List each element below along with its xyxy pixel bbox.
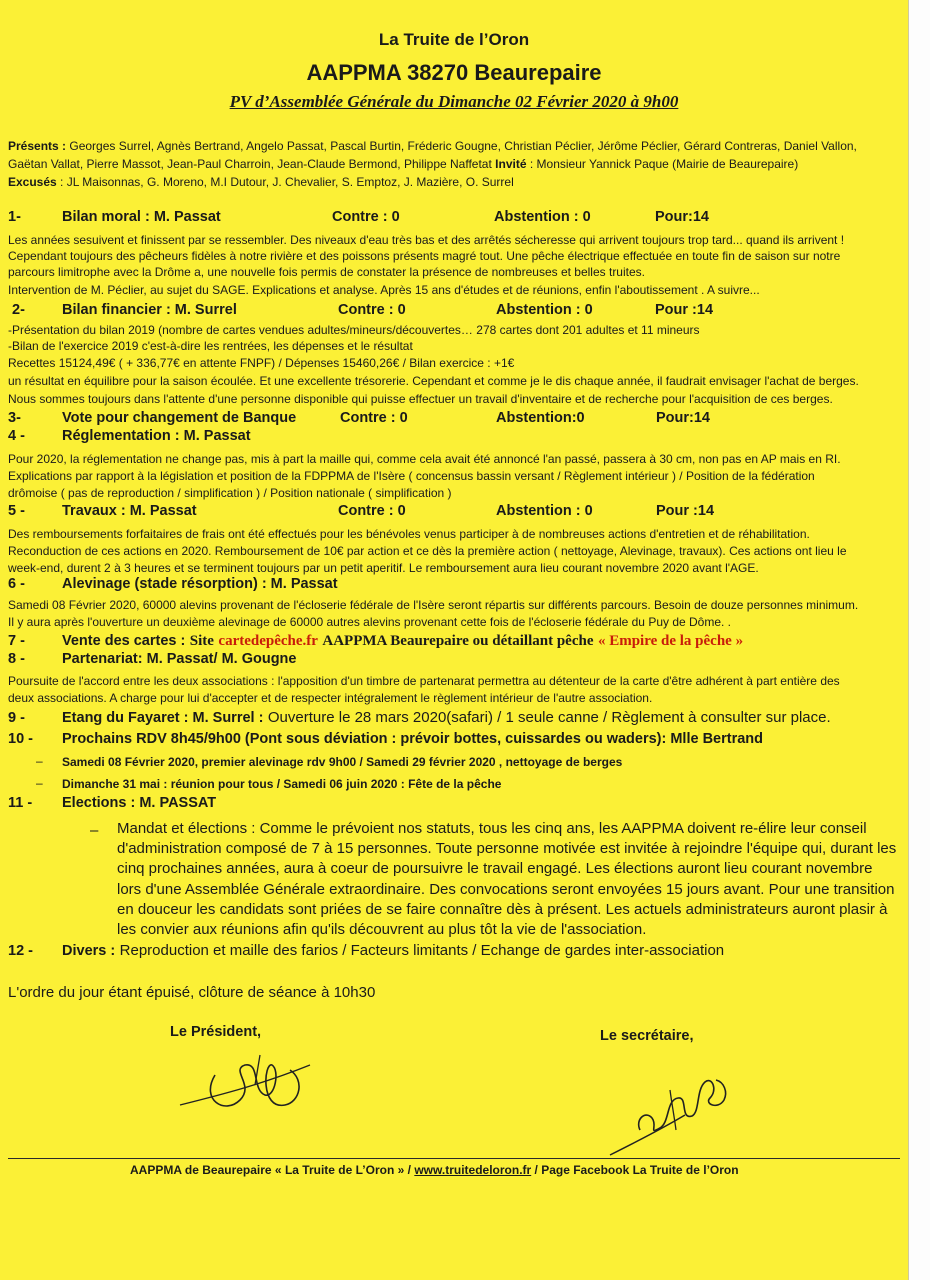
section-1-title: Bilan moral : M. Passat [62, 209, 221, 225]
section-4-text-2: Explications par rapport à la législation et position de la FDPPMA de l'Isère ( concensus bassin versant / Règlement intérieur ) / Position de la fédération [8, 469, 815, 483]
section-2-number: 2- [12, 302, 25, 318]
section-4-text-3: drômoise ( pas de reproduction / simplification ) / Position nationale ( simplification ) [8, 486, 452, 500]
section-5-text-3: week-end, durent 2 à 3 heures et se terminent toujours par un petit aperitif. Le remboursement aura lieu courant novembre 2020 avant l'AGE. [8, 561, 759, 575]
secretary-signature [600, 1060, 750, 1160]
president-label: Le Président, [170, 1024, 262, 1040]
bullet-dash: – [90, 822, 99, 839]
section-5-pour: Pour :14 [656, 503, 715, 519]
section-11-text-2: d'administration composé de 7 à 15 personnes. Toute personne motivée est invitée à rejoindre l'équipe qui, durant les [117, 840, 897, 857]
section-2-text-5: Nous sommes toujours dans l'attente d'une personne disponible qui puisse effectuer un travail d'inventaire et de recherche pour l'acquisition de ces berges. [8, 392, 833, 406]
excuses-text: : JL Maisonnas, G. Moreno, M.I Dutour, J. Chevalier, S. Emptoz, J. Mazière, O. Surrel [60, 175, 514, 189]
site-link[interactable]: cartedepêche.fr [218, 633, 318, 649]
section-6-text-2: Il y aura après l'ouverture un deuxième alevinage de 60000 autres alevins provenant cette fois de l'écloserie fédérale du Puy de Dôme. . [8, 615, 732, 629]
secretary-label: Le secrétaire, [600, 1028, 694, 1044]
section-9-title: Etang du Fayaret : M. Surrel : [62, 710, 264, 726]
presents-names-1: Georges Surrel, Agnès Bertrand, Angelo Passat, Pascal Burtin, Fréderic Gougne, Christian Péclier, Jérôme Péclier, Gérard Contreras, Daniel Vallon, [69, 139, 857, 153]
section-7-number: 7 - [8, 633, 25, 649]
section-1-number: 1- [8, 209, 21, 225]
section-2-text-1: -Présentation du bilan 2019 (nombre de cartes vendues adultes/mineurs/découvertes… 278 cartes dont 201 adultes et 11 mineurs [8, 323, 700, 337]
shop-name: « Empire de la pêche » [597, 633, 744, 649]
section-4-text-1: Pour 2020, la réglementation ne change pas, mis à part la maille qui, comme cela avait été annoncé l'an passé, passera à 30 cm, non pas en AP mais en RI. [8, 452, 841, 466]
section-5-text-1: Des remboursements forfaitaires de frais ont été effectués pour les bénévoles venus participer à de nombreuses actions d'entretien et de réhabilitation. [8, 527, 810, 541]
section-2-text-2: -Bilan de l'exercice 2019 c'est-à-dire les rentrées, les dépenses et le résultat [8, 339, 413, 353]
section-10-title: Prochains RDV 8h45/9h00 (Pont sous déviation : prévoir bottes, cuissardes ou waders): Mlle Bertrand [62, 731, 764, 747]
section-1-text-1: Les années sesuivent et finissent par se ressembler. Des niveaux d'eau très bas et des arrêtés sécheresse qui arrivent toujours trop tard... quand ils arrivent ! [8, 233, 845, 247]
section-11-text-4: lors d'une Assemblée Générale extraordinaire. Des convocations seront envoyées 15 jours avant. Pour une transition [117, 881, 895, 898]
invite-label: Invité [495, 157, 527, 171]
section-11-text-5: en douceur les candidats sont priées de se faire connaître dès à présent. Les actuels administrateurs auront plasir à [117, 901, 888, 918]
presents-names-2: Gaëtan Vallat, Pierre Massot, Jean-Paul Charroin, Jean-Claude Bermond, Philippe Naffetat [8, 157, 492, 171]
section-3-contre: Contre : 0 [340, 410, 408, 426]
footer [130, 1163, 739, 1177]
section-9-line [62, 709, 831, 727]
section-2-abstention: Abstention : 0 [496, 302, 593, 318]
section-2-pour: Pour :14 [655, 302, 714, 318]
association-name: La Truite de l’Oron [378, 30, 530, 49]
section-7-title: Vente des cartes : [62, 633, 186, 649]
site-label: Site [189, 633, 214, 649]
invite-text: : Monsieur Yannick Paque (Mairie de Beaurepaire) [529, 157, 799, 171]
presents-label: Présents : [8, 139, 67, 153]
section-6-title: Alevinage (stade résorption) : M. Passat [62, 576, 338, 592]
rdv-item-2: Dimanche 31 mai : réunion pour tous / Samedi 06 juin 2020 : Fête de la pêche [62, 777, 502, 791]
section-9-text: Ouverture le 28 mars 2020(safari) / 1 seule canne / Règlement à consulter sur place. [267, 709, 831, 726]
section-5-contre: Contre : 0 [338, 503, 406, 519]
section-3-pour: Pour:14 [656, 410, 710, 426]
section-2-text-3: Recettes 15124,49€ ( + 336,77€ en attente FNPF) / Dépenses 15460,26€ / Bilan exercice : +1€ [8, 356, 515, 370]
section-11-text-1: Mandat et élections : Comme le prévoient nos statuts, tous les cinq ans, les AAPPMA doivent re-élire leur conseil [117, 820, 867, 837]
section-1-text-3: parcours limitrophe avec la Drôme a, une nouvelle fois permis de constater la présence de nombreuses et belles truites. [8, 265, 645, 279]
website-link[interactable]: www.truitedeloron.fr [414, 1163, 532, 1177]
excuses-label: Excusés [8, 175, 57, 189]
presents-line-2 [8, 156, 798, 172]
footer-right: / Page Facebook La Truite de l’Oron [534, 1163, 739, 1177]
section-8-title: Partenariat: M. Passat/ M. Gougne [62, 651, 297, 667]
section-5-number: 5 - [8, 503, 25, 519]
section-11-number: 11 - [8, 795, 33, 811]
section-7-text: AAPPMA Beaurepaire ou détaillant pêche [322, 633, 594, 649]
section-12-title: Divers : [62, 943, 116, 959]
president-signature [160, 1040, 340, 1130]
section-3-title: Vote pour changement de Banque [62, 410, 297, 426]
section-11-title: Elections : M. PASSAT [62, 795, 217, 811]
rdv-item-1: Samedi 08 Février 2020, premier alevinage rdv 9h00 / Samedi 29 février 2020 , nettoyage de berges [62, 755, 623, 769]
section-12-line [62, 942, 724, 960]
footer-divider [8, 1158, 900, 1159]
section-5-text-2: Reconduction de ces actions en 2020. Remboursement de 10€ par action et ce dès la première action ( nettoyage, Alevinage, travaux). Ces actions ont lieu le [8, 544, 847, 558]
section-1-text-2: Cependant toujours des pêcheurs fidèles à notre rivière et des poissons présents magré tout. Une pêche électrique effectuée en toute fin de saison sur notre [8, 249, 841, 263]
excuses-line [8, 174, 514, 190]
section-9-number: 9 - [8, 710, 25, 726]
section-11-text-6: les convier aux réunions afin qu'ils découvrent au plus tôt la vie de l'association. [117, 921, 647, 938]
presents-line-1 [8, 138, 857, 154]
section-8-number: 8 - [8, 651, 25, 667]
section-2-title: Bilan financier : M. Surrel [62, 302, 237, 318]
section-8-text-1: Poursuite de l'accord entre les deux associations : l'apposition d'un timbre de partenarat permettra au détenteur de la carte d'être adhérent à part entière des [8, 674, 840, 688]
bullet-dash: – [36, 754, 43, 768]
section-5-title: Travaux : M. Passat [62, 503, 197, 519]
section-4-title: Réglementation : M. Passat [62, 428, 251, 444]
page-margin [908, 0, 930, 1280]
section-2-text-4: un résultat en équilibre pour la saison écoulée. Et une excellente trésorerie. Cependant et comme je le dis chaque année, il faudrait envisager l'achat de berges. [8, 374, 859, 388]
section-5-abstention: Abstention : 0 [496, 503, 593, 519]
section-1-pour: Pour:14 [655, 209, 709, 225]
section-3-number: 3- [8, 410, 21, 426]
bullet-dash: – [36, 776, 43, 790]
section-11-text-3: cinq prochaines années, aura à coeur de poursuivre le travail engagé. Les élections auront lieu courant novembre [117, 860, 873, 877]
section-8-text-2: deux associations. A charge pour lui d'accepter et de respecter intégralement le règlement intérieur de l'autre association. [8, 691, 653, 705]
section-3-abstention: Abstention:0 [496, 410, 585, 426]
section-1-contre: Contre : 0 [332, 209, 400, 225]
footer-left: AAPPMA de Beaurepaire « La Truite de L’Oron » / [130, 1163, 411, 1177]
document-subtitle: PV d’Assemblée Générale du Dimanche 02 Février 2020 à 9h00 [229, 92, 679, 111]
section-4-number: 4 - [8, 428, 25, 444]
section-1-text-4: Intervention de M. Péclier, au sujet du SAGE. Explications et analyse. Après 15 ans d'études et de réunions, enfin l'aboutissement . A suivre... [8, 283, 760, 297]
closing-statement: L'ordre du jour étant épuisé, clôture de séance à 10h30 [8, 984, 376, 1001]
section-12-text: Reproduction et maille des farios / Facteurs limitants / Echange de gardes inter-association [119, 942, 725, 959]
page-edge [908, 0, 909, 1280]
section-6-text-1: Samedi 08 Février 2020, 60000 alevins provenant de l'écloserie fédérale de l'Isère seront répartis sur différents parcours. Besoin de douze personnes minimum. [8, 598, 859, 612]
section-2-contre: Contre : 0 [338, 302, 406, 318]
section-6-number: 6 - [8, 576, 25, 592]
document-title: AAPPMA 38270 Beaurepaire [306, 60, 602, 85]
section-7-line [62, 632, 743, 650]
section-12-number: 12 - [8, 943, 33, 959]
section-1-abstention: Abstention : 0 [494, 209, 591, 225]
section-10-number: 10 - [8, 731, 33, 747]
